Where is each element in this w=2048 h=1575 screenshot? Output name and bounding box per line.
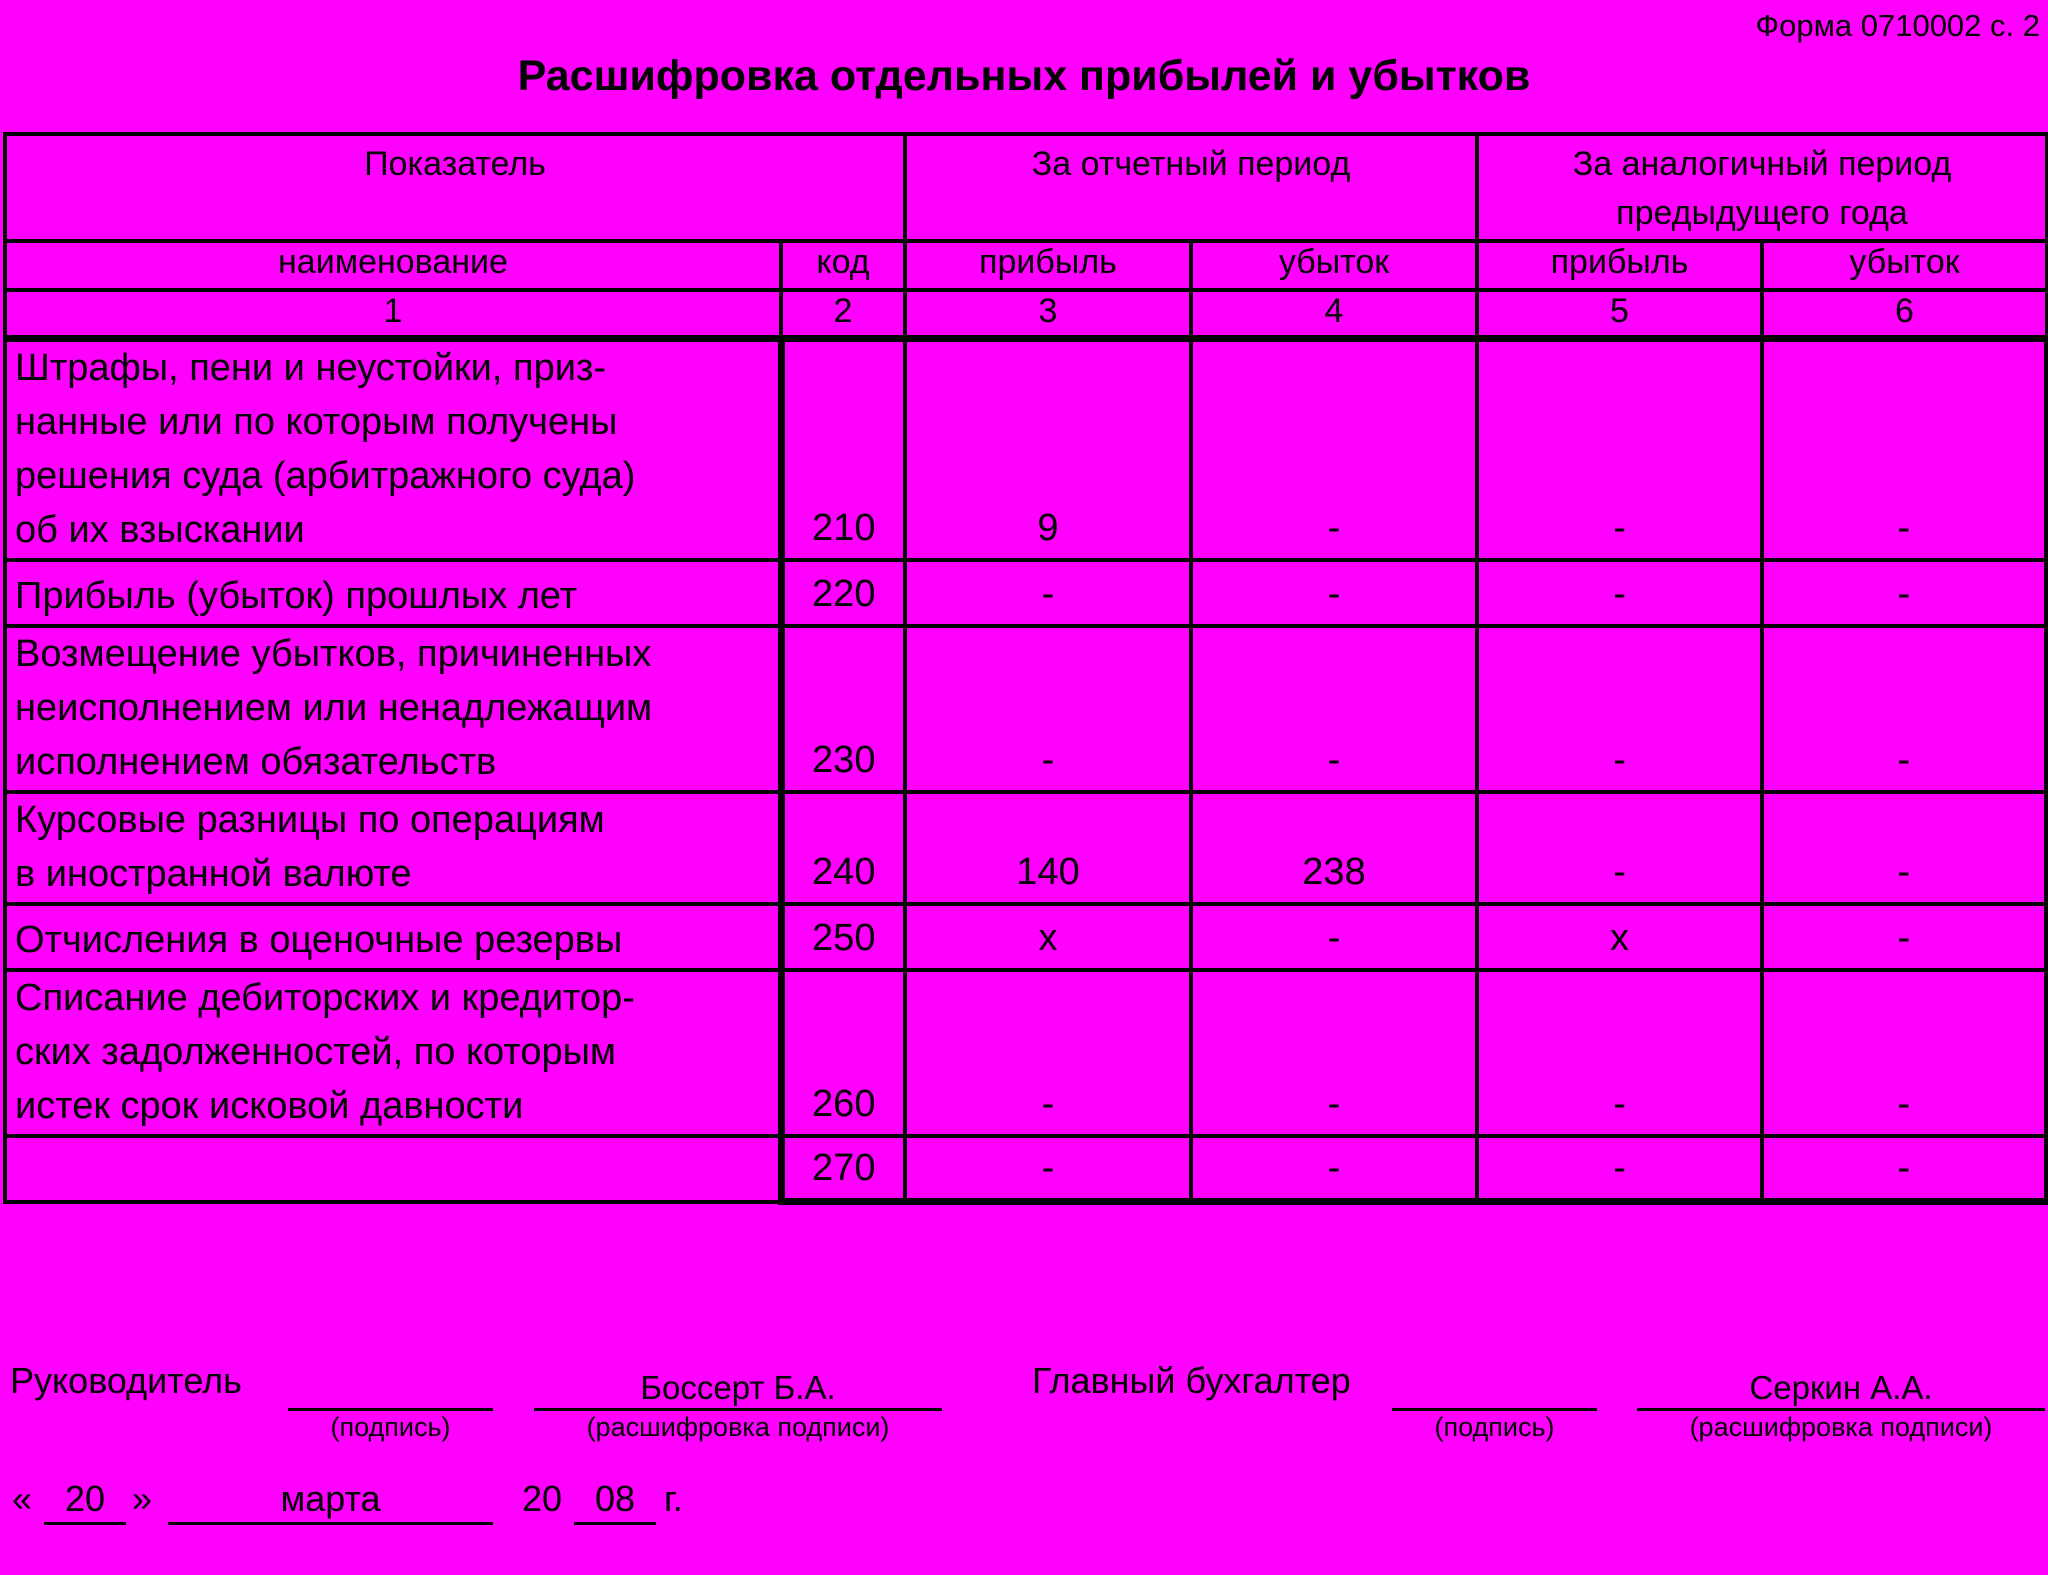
row-name-line: неисполнением или ненадлежащим xyxy=(15,686,653,729)
row-name-line: Штрафы, пени и неустойки, приз- xyxy=(15,347,607,390)
row-name-line: Прибыль (убыток) прошлых лет xyxy=(15,574,578,617)
row-name-line: Списание дебиторских и кредитор- xyxy=(15,976,635,1019)
date-year-suffix: 08 xyxy=(574,1476,656,1525)
row-code: 210 xyxy=(781,339,905,560)
header-profit-prev: прибыль xyxy=(1477,241,1762,290)
table-row xyxy=(5,1136,2047,1202)
row-profit: - xyxy=(905,970,1191,1136)
row-code: 260 xyxy=(781,970,905,1136)
row-loss: - xyxy=(1191,560,1477,626)
row-name-line: Возмещение убытков, причиненных xyxy=(15,632,652,675)
accountant-label: Главный бухгалтер xyxy=(1032,1360,1351,1401)
row-loss: - xyxy=(1191,970,1477,1136)
date-g: г. xyxy=(664,1478,683,1519)
row-profit-prev: х xyxy=(1477,904,1762,970)
row-profit: 140 xyxy=(905,792,1191,904)
row-name-line: об их взыскании xyxy=(15,508,305,551)
header-code: код xyxy=(781,241,905,290)
table-row xyxy=(5,626,2047,792)
row-profit-prev: - xyxy=(1477,792,1762,904)
row-loss-prev: - xyxy=(1762,970,2047,1136)
row-name xyxy=(5,970,781,1136)
head-signature-caption: (подпись) xyxy=(330,1412,451,1442)
row-loss-prev: - xyxy=(1762,626,2047,792)
date-day: 20 xyxy=(44,1476,126,1525)
row-loss: 238 xyxy=(1191,792,1477,904)
date-close-quote: » xyxy=(132,1478,153,1519)
form-number: Форма 0710002 с. 2 xyxy=(1755,8,2040,43)
row-profit-prev: - xyxy=(1477,970,1762,1136)
table-row xyxy=(5,339,2047,560)
row-code: 220 xyxy=(781,560,905,626)
row-loss-prev: - xyxy=(1762,560,2047,626)
row-profit: 9 xyxy=(905,339,1191,560)
header-prev-period-text: За аналогичный период предыдущего года xyxy=(1572,145,1952,233)
head-name-caption: (расшифровка подписи) xyxy=(586,1412,890,1442)
date-year-prefix: 20 xyxy=(522,1478,563,1519)
row-loss: - xyxy=(1191,339,1477,560)
header-name: наименование xyxy=(5,241,781,290)
row-loss-prev: - xyxy=(1762,904,2047,970)
date-open-quote: « xyxy=(12,1478,33,1519)
row-profit: - xyxy=(905,1136,1191,1202)
page-title: Расшифровка отдельных прибылей и убытков xyxy=(517,52,1531,100)
row-name xyxy=(5,560,781,626)
head-signature-line xyxy=(288,1368,493,1411)
row-code: 230 xyxy=(781,626,905,792)
header-profit: прибыль xyxy=(905,241,1191,290)
row-name xyxy=(5,904,781,970)
col-number-1: 1 xyxy=(5,290,781,339)
row-profit-prev: - xyxy=(1477,560,1762,626)
col-number-4: 4 xyxy=(1191,290,1477,339)
row-code: 240 xyxy=(781,792,905,904)
table-row xyxy=(5,560,2047,626)
row-loss-prev: - xyxy=(1762,792,2047,904)
header-prev-period xyxy=(1477,134,2047,241)
row-profit: - xyxy=(905,626,1191,792)
row-loss-prev: - xyxy=(1762,339,2047,560)
row-name-line: ских задолженностей, по которым xyxy=(15,1030,617,1073)
row-name-line: решения суда (арбитражного суда) xyxy=(15,455,636,497)
row-name xyxy=(5,792,781,904)
header-loss-prev: убыток xyxy=(1762,241,2047,290)
row-name-line: Отчисления в оценочные резервы xyxy=(15,918,623,961)
row-name-line: истек срок исковой давности xyxy=(15,1084,524,1127)
row-name-line: исполнением обязательств xyxy=(15,740,497,783)
row-loss-prev: - xyxy=(1762,1136,2047,1202)
row-profit: - xyxy=(905,560,1191,626)
row-loss: - xyxy=(1191,626,1477,792)
accountant-name-caption: (расшифровка подписи) xyxy=(1689,1412,1993,1442)
accountant-signature-caption: (подпись) xyxy=(1434,1412,1555,1442)
table-row xyxy=(5,970,2047,1136)
col-number-2: 2 xyxy=(781,290,905,339)
header-indicator: Показатель xyxy=(5,134,905,241)
date-month: марта xyxy=(168,1476,493,1525)
head-label: Руководитель xyxy=(10,1360,242,1401)
row-loss: - xyxy=(1191,1136,1477,1202)
row-name-line: в иностранной валюте xyxy=(15,852,412,895)
table-row xyxy=(5,904,2047,970)
accountant-signature-line xyxy=(1392,1368,1597,1411)
row-code: 250 xyxy=(781,904,905,970)
col-number-3: 3 xyxy=(905,290,1191,339)
header-current-period: За отчетный период xyxy=(905,134,1477,241)
table-body xyxy=(5,339,2047,1202)
row-profit-prev: - xyxy=(1477,626,1762,792)
row-name-line: Курсовые разницы по операциям xyxy=(15,798,605,841)
row-code: 270 xyxy=(781,1136,905,1202)
row-name xyxy=(5,1136,781,1202)
accountant-name-line: Серкин А.А. xyxy=(1637,1368,2045,1411)
row-name xyxy=(5,339,781,560)
row-name-line: нанные или по которым получены xyxy=(15,401,618,444)
row-loss: - xyxy=(1191,904,1477,970)
row-profit-prev: - xyxy=(1477,1136,1762,1202)
profit-loss-table xyxy=(3,132,2048,1205)
table-row xyxy=(5,792,2047,904)
row-name xyxy=(5,626,781,792)
col-number-6: 6 xyxy=(1762,290,2047,339)
col-number-5: 5 xyxy=(1477,290,1762,339)
row-profit: х xyxy=(905,904,1191,970)
row-profit-prev: - xyxy=(1477,339,1762,560)
header-loss: убыток xyxy=(1191,241,1477,290)
head-name-line: Боссерт Б.А. xyxy=(534,1368,942,1411)
